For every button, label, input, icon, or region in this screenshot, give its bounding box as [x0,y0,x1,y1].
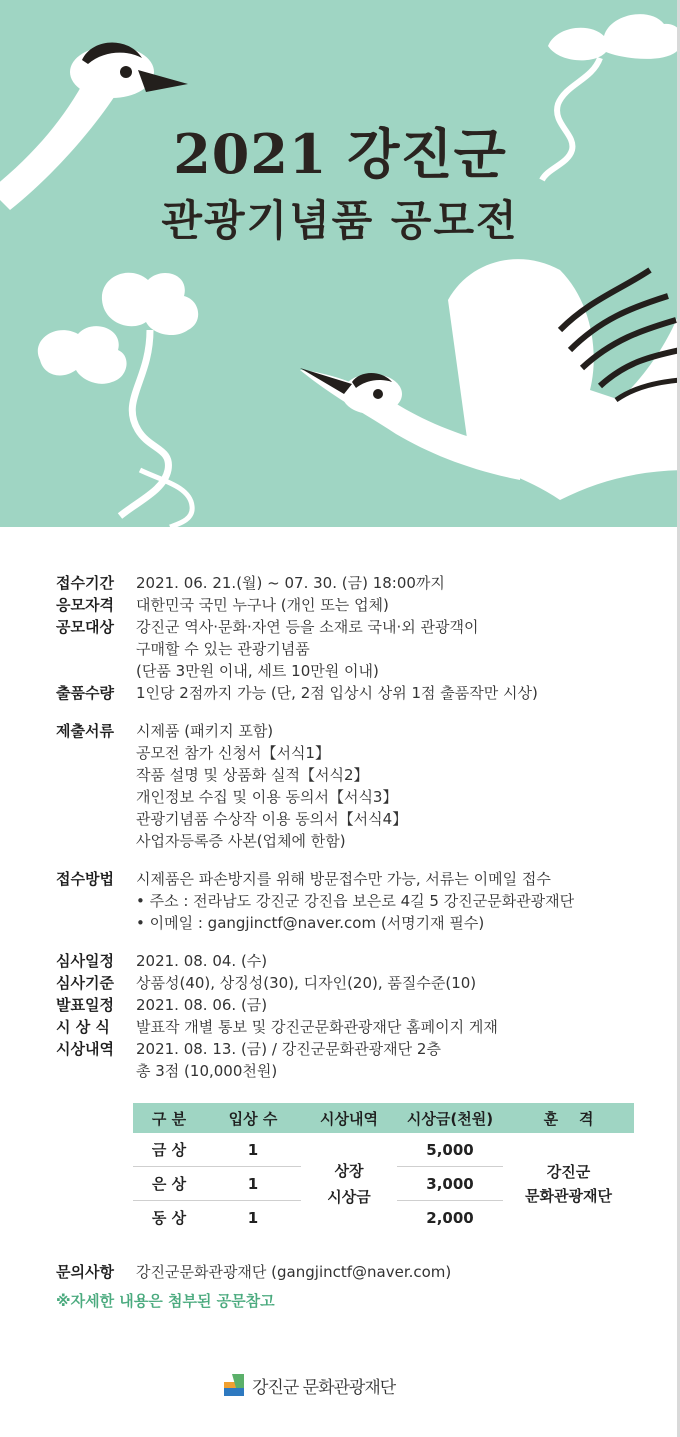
address-line: • 주소 : 전라남도 강진군 강진읍 보은로 4길 5 강진군문화관광재단 [136,892,575,910]
info-row-documents [56,720,656,852]
info-label: 발표일정 [56,996,114,1014]
award-table-header [133,1103,634,1133]
table-cell-count: 1 [247,1208,259,1227]
info-value: 총 3점 (10,000천원) [136,1062,278,1080]
table-cell-issuer [503,1133,634,1234]
info-row-criteria [56,972,656,994]
info-value: 2021. 06. 21.(월) ~ 07. 30. (금) 18:00까지 [136,574,445,592]
table-cell-prize: 3,000 [397,1167,503,1201]
info-section [56,572,656,1082]
award-table [133,1103,634,1234]
crane-illustration [0,0,680,527]
footer-logo [222,1372,395,1398]
document-item: 시제품 (패키지 포함) [136,722,274,740]
email-line: • 이메일 : gangjinctf@naver.com (서명기재 필수) [136,914,485,932]
info-row-announcement [56,994,656,1016]
contact-section [56,1261,656,1283]
issuer-line: 강진군 [546,1162,591,1181]
table-cell-category: 금 상 [133,1133,205,1167]
info-label: 문의사항 [56,1263,114,1281]
info-value: 2021. 08. 06. (금) [136,996,268,1014]
table-cell-prize: 2,000 [426,1208,474,1227]
info-value: 1인당 2점까지 가능 (단, 2점 입상시 상위 1점 출품작만 시상) [136,684,538,702]
table-cell-count: 1 [205,1133,301,1167]
info-row-target [56,616,656,682]
info-label: 출품수량 [56,684,114,702]
info-value: 발표작 개별 통보 및 강진군문화관광재단 홈페이지 게재 [136,1018,498,1036]
document-item: 사업자등록증 사본(업체에 한함) [136,832,346,850]
footer-org-name: 강진군 문화관광재단 [252,1377,396,1398]
info-value: 2021. 08. 04. (수) [136,952,268,970]
poster-title-year: 2021 강진군 [173,122,507,186]
table-row [133,1133,634,1167]
hero-banner [0,0,680,527]
info-label: 시상내역 [56,1040,114,1058]
info-row-eligibility [56,594,656,616]
info-label: 제출서류 [56,722,114,740]
table-header-cell: 훈 격 [503,1103,634,1133]
info-value: 강진군 역사·문화·자연 등을 소재로 국내·외 관광객이 [136,618,479,636]
info-label: 접수기간 [56,574,114,592]
table-header-cell: 시상내역 [301,1103,397,1133]
award-content-item: 상장 [334,1161,364,1180]
table-header-cell: 구 분 [133,1103,205,1133]
info-value: 2021. 08. 13. (금) / 강진군문화관광재단 2층 [136,1040,441,1058]
info-row-awards [56,1038,656,1082]
info-value: 대한민국 국민 누구나 (개인 또는 업체) [136,596,389,614]
info-label: 응모자격 [56,596,114,614]
contact-value: 강진군문화관광재단 (gangjinctf@naver.com) [136,1263,452,1281]
document-item: 개인정보 수집 및 이용 동의서【서식3】 [136,788,398,806]
table-header-cell: 입상 수 [205,1103,301,1133]
info-row-ceremony [56,1016,656,1038]
table-cell-prize: 5,000 [397,1133,503,1167]
poster-title: 관광기념품 공모전 [161,196,519,245]
info-row-period [56,572,656,594]
flying-crane [300,259,680,500]
info-label: 시 상 식 [56,1018,110,1036]
info-value: 구매할 수 있는 관광기념품 [136,640,310,658]
info-label: 심사기준 [56,974,114,992]
table-cell-count: 1 [205,1167,301,1201]
info-label: 공모대상 [56,618,114,636]
table-header-cell: 시상금(천원) [397,1103,503,1133]
info-row-review-date [56,950,656,972]
cloud-left [38,273,198,527]
award-content-item: 시상금 [327,1187,371,1206]
info-value: (단품 3만원 이내, 세트 10만원 이내) [136,662,379,680]
info-label: 심사일정 [56,952,114,970]
table-cell-category: 동 상 [151,1209,187,1227]
info-row-submission [56,868,656,934]
document-item: 공모전 참가 신청서【서식1】 [136,744,330,762]
document-item: 작품 설명 및 상품화 실적【서식2】 [136,766,369,784]
info-value: 상품성(40), 상징성(30), 디자인(20), 품질수준(10) [136,974,477,992]
issuer-line: 문화관광재단 [525,1186,612,1205]
info-value: 시제품은 파손방지를 위해 방문접수만 가능, 서류는 이메일 접수 [136,870,551,888]
table-cell-category: 은 상 [133,1167,205,1201]
info-row-quantity [56,682,656,704]
info-label: 접수방법 [56,870,114,888]
table-cell-award-content [301,1133,397,1234]
document-item: 관광기념품 수상작 이용 동의서【서식4】 [136,810,408,828]
notice-text: ※자세한 내용은 첨부된 공문참고 [56,1292,275,1310]
foundation-logo-icon [222,1372,246,1398]
